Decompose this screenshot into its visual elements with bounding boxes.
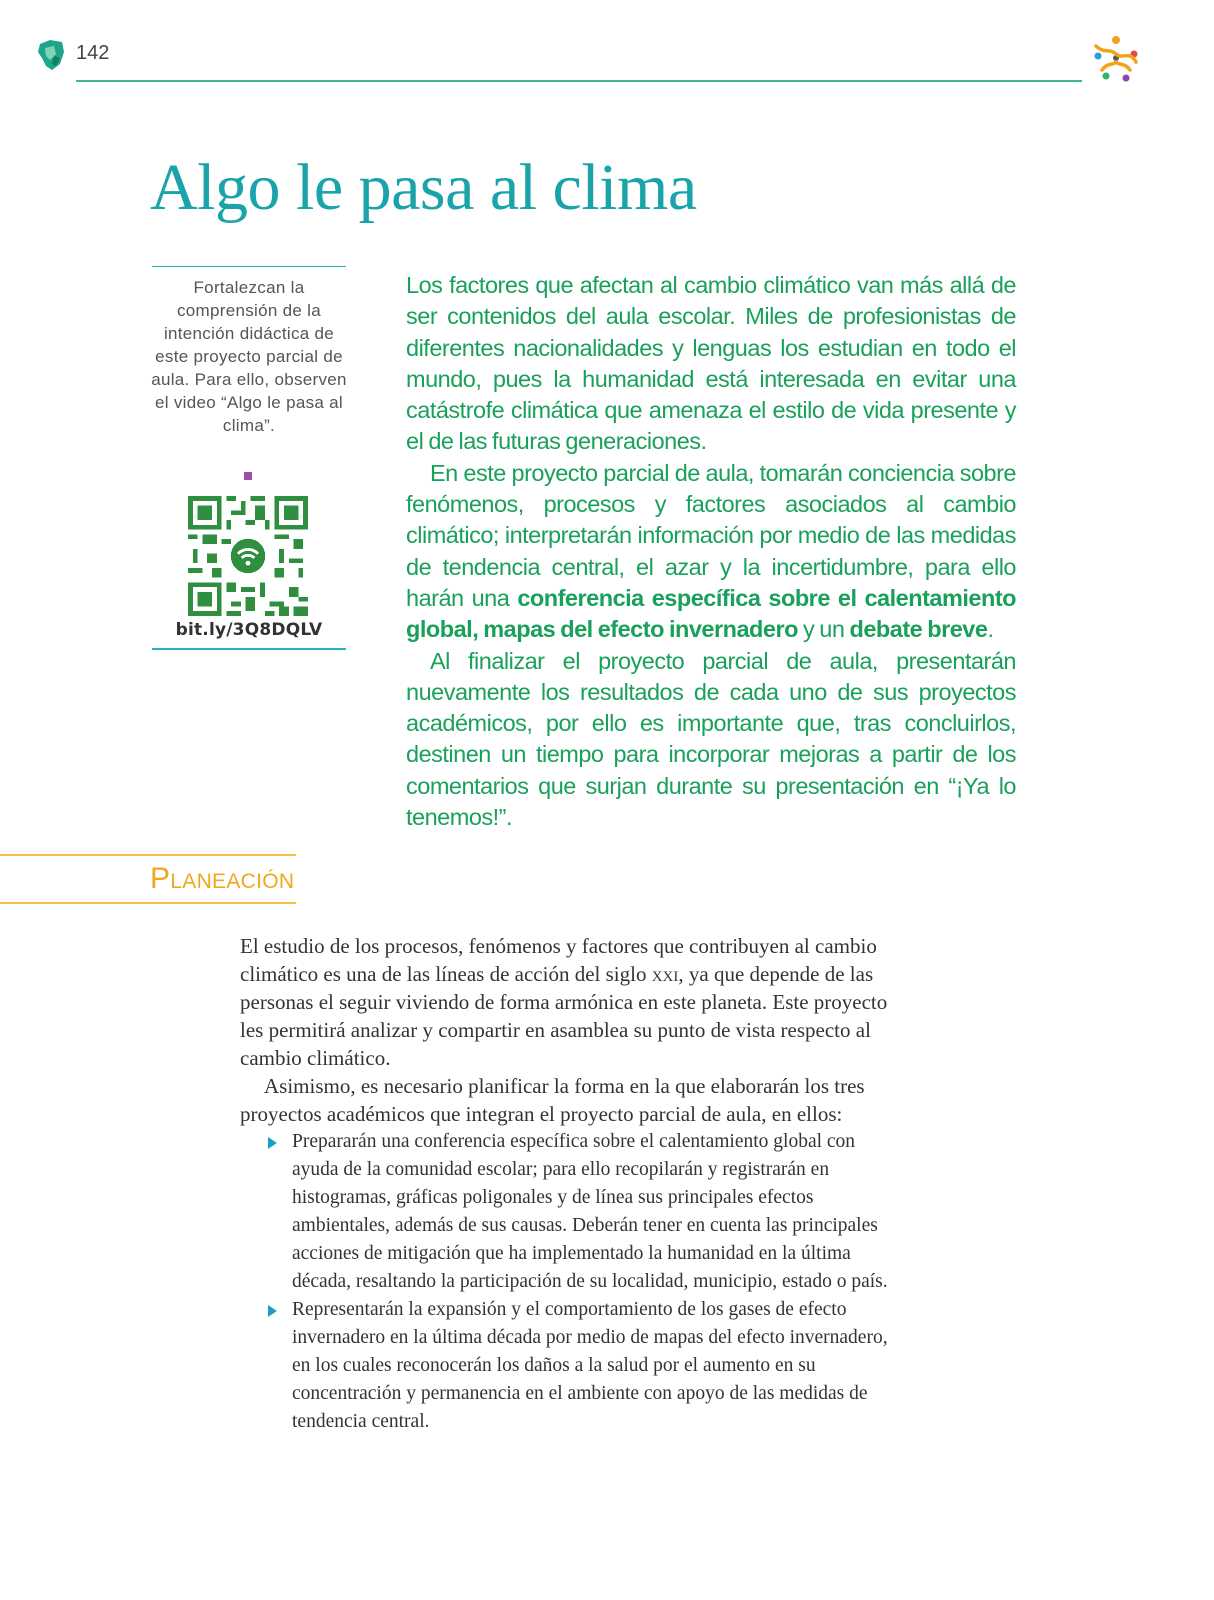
planning-list bbox=[240, 1128, 890, 1436]
section-rule-bottom bbox=[0, 902, 296, 904]
planning-text-run: El estudio de los procesos, fenómenos y factores que contribuyen al cambio climático es una de las líneas de acción del siglo bbox=[240, 934, 877, 986]
video-link[interactable]: bit.ly/3Q8DQLV bbox=[175, 620, 323, 640]
intro-paragraph: Los factores que afectan al cambio climático van más allá de ser contenidos del aula escolar. Miles de profesionistas de diferentes nacionalidades y lenguas los estudian en todo el mundo, pues la humanidad está interesada en evitar una catástrofe climática que amenaza el estilo de vida presente y el de las futuras generaciones. bbox=[406, 272, 1016, 455]
intro-text-run: En este proyecto parcial de aula, tomarán conciencia sobre fenómenos, procesos y factores asociados al cambio climático; interpretarán información por medio de las medidas de tendencia central, el azar y la incertidumbre, para ello harán una bbox=[406, 459, 1016, 611]
list-item-text: Representarán la expansión y el comportamiento de los gases de efecto invernadero en la última década por medio de mapas del efecto invernadero, en los cuales reconocerán los daños a la salud por el aumento en su concentración y permanencia en el ambiente con apoyo de las medidas de tendencia central. bbox=[292, 1299, 888, 1432]
intro-text-run: . bbox=[987, 616, 994, 643]
book-logo-icon bbox=[36, 38, 66, 72]
community-figures-icon bbox=[1090, 32, 1142, 84]
intro-emphasis: debate breve bbox=[849, 616, 988, 643]
header-rule bbox=[76, 80, 1082, 82]
section-heading: Planeación bbox=[150, 862, 295, 895]
bullet-arrow-icon bbox=[268, 1137, 277, 1149]
page-number: 142 bbox=[76, 42, 110, 64]
planning-body bbox=[240, 932, 890, 1436]
sidebar-top-rule bbox=[152, 266, 346, 267]
intro-text bbox=[406, 270, 1016, 833]
list-item-text: Prepararán una conferencia específica sobre el calentamiento global con ayuda de la comunidad escolar; para ello recopilarán y registrarán en histogramas, gráficas poligonales y de línea sus principales efectos ambientales, además de sus causas. Deberán tener en cuenta las principales acciones de mitigación que ha implementado la humanidad en la última década, resaltando la participación de su localidad, municipio, estado o país. bbox=[292, 1131, 888, 1292]
page-title: Algo le pasa al clima bbox=[150, 151, 697, 224]
list-item bbox=[240, 1128, 890, 1296]
bullet-arrow-icon bbox=[268, 1305, 277, 1317]
sidebar-marker bbox=[244, 472, 252, 480]
intro-text-run: y un bbox=[797, 616, 850, 643]
section-rule-top bbox=[0, 854, 296, 856]
sidebar-bottom-rule bbox=[152, 648, 346, 650]
sidebar-note: Fortalezcan la comprensión de la intención didáctica de este proyecto parcial de aula. Para ello, observen el video “Algo le pasa al clima”. bbox=[151, 278, 347, 435]
planning-text-run: , ya que depende de las personas el seguir viviendo de forma armónica en este planeta. Este proyecto les permitirá analizar y compartir en asamblea su punto de vista respecto al cambio climático. bbox=[240, 962, 888, 1070]
list-item bbox=[240, 1296, 890, 1436]
century-numeral: xxi bbox=[651, 962, 679, 986]
intro-paragraph bbox=[406, 458, 1016, 646]
intro-paragraph: Al finalizar el proyecto parcial de aula, presentarán nuevamente los resultados de cada uno de sus proyectos académicos, por ello es importante que, tras concluirlos, destinen un tiempo para incorporar mejoras a partir de los comentarios que surjan durante su presentación en “¡Ya lo tenemos!”. bbox=[406, 647, 1016, 831]
planning-paragraph: Asimismo, es necesario planificar la forma en la que elaborarán los tres proyectos académicos que integran el proyecto parcial de aula, en ellos: bbox=[240, 1074, 865, 1126]
intro-emphasis: conferencia específica sobre el calentamiento global, mapas del efecto invernadero bbox=[406, 584, 1017, 643]
qr-code-icon[interactable] bbox=[188, 496, 308, 616]
planning-paragraph bbox=[240, 932, 890, 1072]
